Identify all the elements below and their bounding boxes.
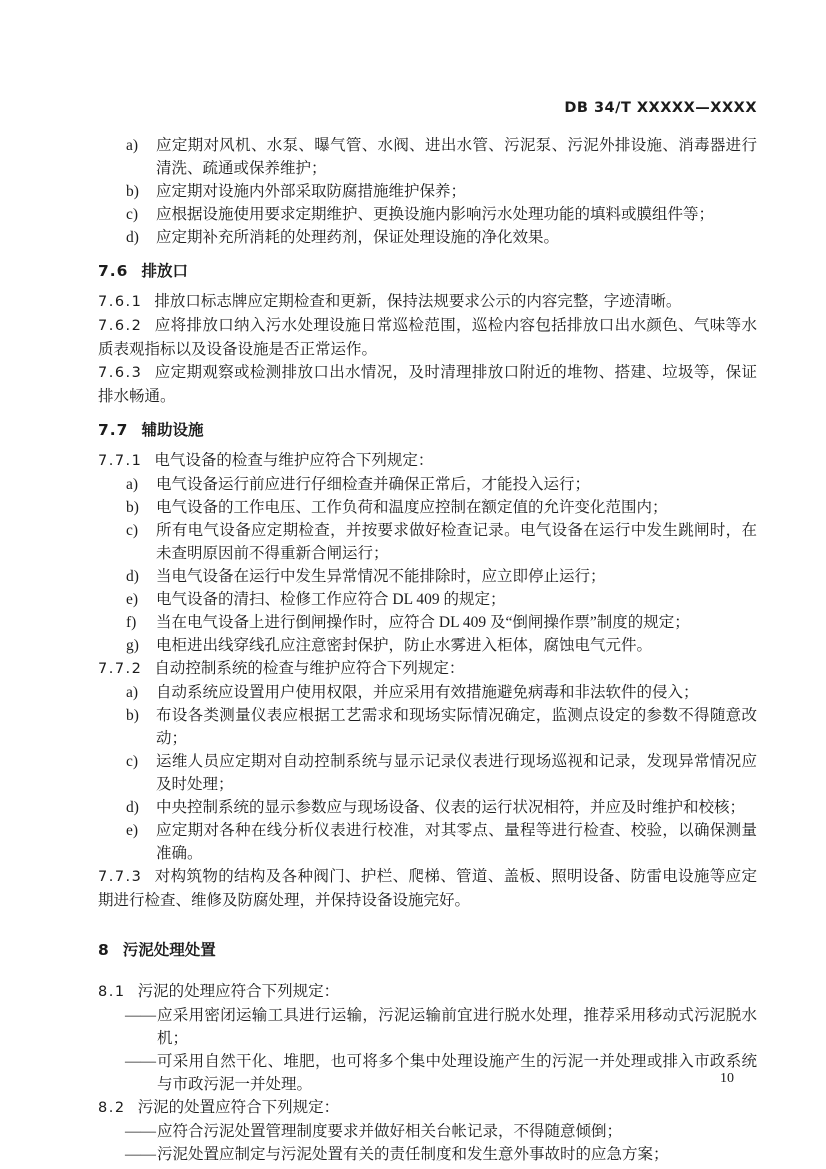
chapter-heading-8 xyxy=(98,938,757,962)
clause-text: 对构筑物的结构及各种阀门、护栏、爬梯、管道、盖板、照明设备、防雷电设施等应定期进行检查、维修及防腐处理，并保持设备设施完好。 xyxy=(98,868,757,909)
list-item-text: 运维人员应定期对自动控制系统与显示记录仪表进行现场巡视和记录，发现异常情况应及时处理； xyxy=(156,753,757,793)
dash-marker: —— xyxy=(125,1123,156,1140)
section-title: 辅助设施 xyxy=(141,421,204,439)
list-item-text: 当在电气设备上进行倒闸操作时，应符合 DL 409 及“倒闸操作票”制度的规定； xyxy=(156,614,690,631)
sludge-disposal-dash-list xyxy=(98,1120,757,1166)
clause-8-1 xyxy=(98,980,757,1004)
clause-number: 7.7.3 xyxy=(98,869,143,885)
clause-text: 应将排放口纳入污水处理设施日常巡检范围，巡检内容包括排放口出水颜色、气味等水质表观指标以及设备设施是否正常运作。 xyxy=(98,317,757,358)
dash-marker: —— xyxy=(125,1007,156,1024)
list-item xyxy=(98,226,757,249)
section-number: 7.6 xyxy=(98,262,129,280)
list-item-text: 电气设备的工作电压、工作负荷和温度应控制在额定值的允许变化范围内； xyxy=(156,499,668,516)
list-item xyxy=(98,796,757,819)
list-item xyxy=(98,750,757,796)
list-item-text: 电气设备运行前应进行仔细检查并确保正常后，才能投入运行； xyxy=(156,476,591,493)
list-item-text: 应定期对各种在线分析仪表进行校准，对其零点、量程等进行检查、校验，以确保测量准确。 xyxy=(156,822,757,862)
list-item xyxy=(98,473,757,496)
clause-text: 排放口标志牌应定期检查和更新，保持法规要求公示的内容完整，字迹清晰。 xyxy=(154,293,682,310)
list-item-label: b) xyxy=(126,499,139,516)
dash-item-text: 应采用密闭运输工具进行运输，污泥运输前宜进行脱水处理，推荐采用移动式污泥脱水机； xyxy=(157,1007,757,1047)
clause-7-6-3 xyxy=(98,361,757,408)
list-item xyxy=(98,134,757,180)
clause-number: 7.6.3 xyxy=(98,365,143,381)
list-item-text: 电柜进出线穿线孔应注意密封保护，防止水雾进入柜体，腐蚀电气元件。 xyxy=(156,637,653,654)
list-item-label: e) xyxy=(126,822,139,839)
list-item-label: c) xyxy=(126,522,139,539)
list-item-label: a) xyxy=(126,476,139,493)
list-item-label: a) xyxy=(126,684,139,701)
chapter-number: 8 xyxy=(98,941,110,959)
document-code-header: DB 34/T XXXXX—XXXX xyxy=(564,100,757,116)
list-item-label: f) xyxy=(126,614,137,631)
clause-text: 污泥的处置应符合下列规定： xyxy=(137,1099,340,1116)
maintenance-letter-list xyxy=(98,134,757,249)
list-item-text: 电气设备的清扫、检修工作应符合 DL 409 的规定； xyxy=(156,591,506,608)
dash-marker: —— xyxy=(125,1053,156,1070)
clause-text: 自动控制系统的检查与维护应符合下列规定： xyxy=(154,660,465,677)
electrical-equipment-list xyxy=(98,473,757,657)
dash-item xyxy=(98,1004,757,1050)
list-item-text: 应定期对设施内外部采取防腐措施维护保养； xyxy=(156,183,467,200)
list-item xyxy=(98,704,757,750)
list-item-text: 应定期补充所消耗的处理药剂，保证处理设施的净化效果。 xyxy=(156,229,560,246)
clause-text: 污泥的处理应符合下列规定： xyxy=(137,983,340,1000)
clause-number: 7.6.2 xyxy=(98,318,143,334)
page-number: 10 xyxy=(720,1071,734,1086)
list-item xyxy=(98,565,757,588)
clause-number: 8.1 xyxy=(98,984,126,1000)
list-item-text: 所有电气设备应定期检查，并按要求做好检查记录。电气设备在运行中发生跳闸时，在未查明原因前不得重新合闸运行； xyxy=(156,522,757,562)
list-item xyxy=(98,681,757,704)
list-item-label: c) xyxy=(126,753,139,770)
list-item xyxy=(98,819,757,865)
list-item xyxy=(98,496,757,519)
list-item-text: 应定期对风机、水泵、曝气管、水阀、进出水管、污泥泵、污泥外排设施、消毒器进行清洗、疏通或保养维护； xyxy=(156,137,757,177)
section-title: 排放口 xyxy=(141,262,188,280)
list-item-label: b) xyxy=(126,707,139,724)
list-item xyxy=(98,180,757,203)
list-item-label: c) xyxy=(126,206,139,223)
dash-item-text: 污泥处置应制定与污泥处置有关的责任制度和发生意外事故时的应急方案； xyxy=(157,1146,669,1163)
list-item-label: d) xyxy=(126,568,139,585)
sludge-treatment-dash-list xyxy=(98,1004,757,1096)
list-item xyxy=(98,634,757,657)
dash-item-text: 可采用自然干化、堆肥，也可将多个集中处理设施产生的污泥一并处理或排入市政系统与市政污泥一并处理。 xyxy=(157,1053,757,1093)
dash-item-text: 应符合污泥处置管理制度要求并做好相关台帐记录，不得随意倾倒； xyxy=(157,1123,623,1140)
clause-number: 8.2 xyxy=(98,1100,126,1116)
list-item-label: b) xyxy=(126,183,139,200)
list-item-text: 中央控制系统的显示参数应与现场设备、仪表的运行状况相符，并应及时维护和校核； xyxy=(156,799,746,816)
clause-8-2 xyxy=(98,1096,757,1120)
clause-number: 7.7.1 xyxy=(98,453,143,469)
automation-system-list xyxy=(98,681,757,865)
clause-7-7-3 xyxy=(98,865,757,912)
clause-7-7-1 xyxy=(98,449,757,473)
section-heading-7-7 xyxy=(98,418,757,442)
list-item xyxy=(98,588,757,611)
list-item-label: g) xyxy=(126,637,139,654)
clause-7-6-2 xyxy=(98,314,757,361)
list-item-label: d) xyxy=(126,229,139,246)
list-item xyxy=(98,611,757,634)
section-heading-7-6 xyxy=(98,259,757,283)
dash-marker: —— xyxy=(125,1146,156,1163)
list-item xyxy=(98,203,757,226)
dash-item xyxy=(98,1120,757,1143)
dash-item xyxy=(98,1050,757,1096)
clause-number: 7.7.2 xyxy=(98,661,143,677)
clause-text: 应定期观察或检测排放口出水情况，及时清理排放口附近的堆物、搭建、垃圾等，保证排水畅通。 xyxy=(98,364,757,405)
list-item-text: 当电气设备在运行中发生异常情况不能排除时，应立即停止运行； xyxy=(156,568,606,585)
chapter-title: 污泥处理处置 xyxy=(122,941,216,959)
list-item-label: d) xyxy=(126,799,139,816)
list-item-label: e) xyxy=(126,591,139,608)
section-number: 7.7 xyxy=(98,421,129,439)
list-item-text: 应根据设施使用要求定期维护、更换设施内影响污水处理功能的填料或膜组件等； xyxy=(156,206,715,223)
list-item-text: 自动系统应设置用户使用权限，并应采用有效措施避免病毒和非法软件的侵入； xyxy=(156,684,699,701)
clause-number: 7.6.1 xyxy=(98,294,143,310)
clause-7-7-2 xyxy=(98,657,757,681)
list-item-label: a) xyxy=(126,137,139,154)
clause-text: 电气设备的检查与维护应符合下列规定： xyxy=(154,452,434,469)
list-item-text: 布设各类测量仪表应根据工艺需求和现场实际情况确定，监测点设定的参数不得随意改动； xyxy=(156,707,757,747)
clause-7-6-1 xyxy=(98,290,757,314)
dash-item xyxy=(98,1143,757,1166)
list-item xyxy=(98,519,757,565)
